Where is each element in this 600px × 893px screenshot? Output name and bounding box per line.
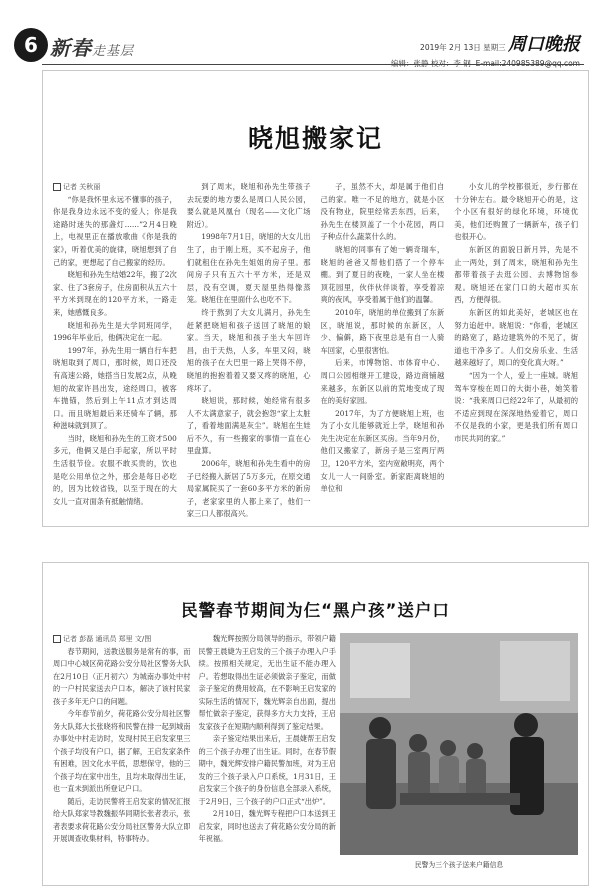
photo-caption: 民警为三个孩子送来户籍信息 [414,861,504,869]
paragraph: 春节期间，送教送服务是常有的事，而周口中心城区荷花路公安分局社区警务大队在2月10日（正月初六）为城南办事处中村的一户村民家送去户口本，解决了该村民家孩子多年无户口的问题。 [53,646,191,706]
article2-column-2 [199,633,337,875]
issue-date: 2019年 2月 13日 星期三 [420,43,506,52]
paragraph: 子，虽然不大，却是属于他们自己的家。唯一不足的地方，就是小区没有物业，院里经常丢东西，后来，孙先生在楼顶盖了一个小花园，两口子种点什么蔬菜什么的。 [320,182,445,242]
paragraph: 魏光辉按照分局领导的指示，带领户籍民警王晨婕为王启发的三个孩子办理入户手续。按照相关规定，无出生证不能办理入户。若想取得出生证必须做亲子鉴定，而做亲子鉴定的费用较高，在不影响王启发家的实际生活的情况下，魏光辉亲自出面，提出帮忙做亲子鉴定，获得多方大力支持，王启发家孩子在短期内顺利得到了鉴定结果。 [198,634,336,731]
paragraph: “你是我怀里永远不懂事的孩子，你是我身边永远不变的爱人；你是我途路时迷失的那盏灯……”2月4日晚上，电视里正在播放歌曲《你是我的家》，听着优美的旋律，晓旭想到了自己的家，更想起了自己搬家的经历。 [53,194,177,267]
column-name-main: 新春 [50,36,92,60]
paragraph: 亲子鉴定结果出来后，王晨婕帮王启发的三个孩子办理了出生证。同时，在春节假期中，魏光辉安排户籍民警加班，对为王启发的三个孩子录入户口系统，1月31日，王启发家三个孩子的身份信息全部录入系统，于2月9日，三个孩子的户口正式“出炉”。 [198,734,336,806]
editor-line: 编辑：张静 校对：李 钢 [391,59,471,68]
header-divider [42,64,584,65]
photo-illustration [340,633,578,855]
paragraph: 当时，晓旭和孙先生的工资才500多元，他俩又是白手起家，所以平时生活很节俭。农服不敢买贵的，饮也是吃公用单位之外，那会是每日必吃的，因为比较省钱，以至于现在的大女儿一直对面条有抵触情绪。 [53,433,177,506]
paragraph: 2006年，晓旭和孙先生看中的房子已经搬入新居了5万多元，在原交通局家属院买了一套60多平方米的新房子，老家家里的人都上来了，他们一家三口人都很高兴。 [186,459,311,519]
column-name [50,32,134,61]
article-police-hukou [42,562,589,886]
page-header [0,0,600,68]
article1-title: 晓旭搬家记 [247,124,383,153]
paragraph: 1997年，孙先生用一辆自行车把晓旭取到了周口，那时候，周口还没有高速公路，她搭当日发展2点，从晚旭的故家许昌出发，途经周口，被客车抛锚，然后到上午11点才到达周口。而且晓旭最后来还骑车了辆，那种滋味就到顶了。 [53,345,177,431]
article1-column-4 [454,181,578,508]
page-number: 6 [14,28,48,62]
paragraph: 2017年，为了方便晓旭上班，也为了小女儿能够就近上学，晓旭和孙先生决定在东新区买房。当年9月份，他们又搬家了，新房子是三室两厅两卫，120平方米，室内宽敞明亮，两个女儿一人一间卧室。新家距离晓旭的单位和 [320,408,445,494]
article1-body [53,181,578,519]
article1-column-2 [186,181,311,519]
article2-photo-block [340,633,578,873]
paragraph: 东新区的如此美好，老城区也在努力追赶中。晓旭说：“你看，老城区的路宽了，路边建筑外的不见了，街道也干净多了。人们交房乐业、生活越来越好了，周口的变化真大呀。” [454,307,578,368]
paragraph: 后来，市博物馆、市体育中心、周口公园相继开工建设，路边商铺越来越多，东新区以前的荒地变成了现在的美好家园。 [320,358,445,406]
news-photo [340,633,578,855]
paragraph: 晓旭和孙先生是大学同班同学，1996年毕业后，他俩决定在一起。 [53,320,177,343]
article2-byline: 记者 彭磊 通讯员 郑里 文/图 [53,633,191,646]
article2-column-1 [53,633,191,875]
email-line: E-mail:240985389@qq.com [475,59,580,68]
paragraph: 1998年7月1日，晓旭的大女儿出生了，由于刚上班，买不起房子，他们就租住在孙先生姐姐的房子里。那间房子只有五六十平方米，还是双层，没有空调，夏天屋里热得像蒸笼。晓旭住在里面什么也吃不下。 [186,232,311,305]
paragraph: 2010年，晓旭的单位搬到了东新区，晓旭说，那时候的东新区，人少、偏僻，路下夜里总是有自一人骑车回家，心里很害怕。 [320,307,445,355]
article1-column-1 [53,181,177,508]
paragraph: 晓旭的同事有了她一辆奇瑞车，晓旭的爸爸又帮他们搭了一个停车棚。到了夏日的夜晚，一家人坐在楼顶花园里，伙伴伙伴谈着，享受着凉爽的夜风，享受着属于他们的温馨。 [320,244,445,305]
article2-body [53,633,336,875]
paragraph: 东新区的面貌日新月异，先是不止一两处，到了周末，晓旭和孙先生都带着孩子去逛公园、去博物馆参观。晓旭还在家门口的大超市买东西，方便得很。 [454,244,578,305]
paragraph: 终于熬到了大女儿满月，孙先生赶紧把晓旭和孩子送回了晓旭的娘家。当天，晓旭和孩子坐大车回许昌，由于天热，人多，车里又闷，晓旭的孩子在大巴里一路上哭得不停，晓旭的抱抱着着又要又疼的晓旭，心疼坏了。 [186,307,311,393]
paper-name: 周口晚报 [508,34,580,55]
paragraph: 随后，走访民警将王启发家的情况汇报给大队郑家导教魏振华同期长张者表示，张者表要求荷花路公安分局社区警务大队立即开展调查收集材料，特事特办。 [53,796,191,843]
paragraph: 晓旭说，那时候，她经常有很多人不太满意家子，就会抱怨“家上太脏了，看着地面满是灰尘”。晓旭在生娃后不久，有一些搬家的事情一直在心里盘算。 [186,396,311,456]
article1-byline: 记者 关秋丽 [53,181,177,194]
paragraph: 到了周末，晓旭和孙先生带孩子去玩要的地方要么是周口人民公园，要么就是风凰台（现名——文化广场附近）。 [186,182,311,229]
paragraph: “因为一个人，爱上一座城。晓旭驾车穿梭在周口的大街小巷，她笑着说：“我来周口已经22年了，从最初的不适应到现在深深地热爱着它，周口不仅是我的小家，更是我们所有周口市民共同的家。” [454,370,578,443]
column-name-sub: 走基层 [92,44,135,59]
paragraph: 2月10日，魏光辉专程把户口本送到王启发家，同时也送去了荷花路公安分局的新年祝福。 [198,809,336,843]
article2-title: 民警春节期间为仨“黑户孩”送户口 [181,601,450,620]
paragraph: 小女儿的学校都很近，步行都在十分钟左右。最令晓旭开心的是，这个小区有很好的绿化环境，环境优美，他们还购置了一辆新车，孩子们也很开心。 [454,182,578,242]
article1-column-3 [321,181,445,508]
paragraph: 今年春节前夕，荷花路公安分局社区警务大队郑大长张晓将和民警在排一起到城南办事处中村走访时，发现村民王启发家里三个孩子均没有户口，据了解，王启发家条件有困难，因文化水平低，思想保守，他的三个孩子均在家中出生，且均未取得出生证，也一直未到派出所登记户口。 [53,709,191,793]
article-moving-story [42,70,589,527]
paragraph: 晓旭和孙先生结婚22年，搬了2次家、住了3套房子，住房面积从五六十平方米到现在的120平方米，一路走来，她感慨良多。 [53,270,177,317]
